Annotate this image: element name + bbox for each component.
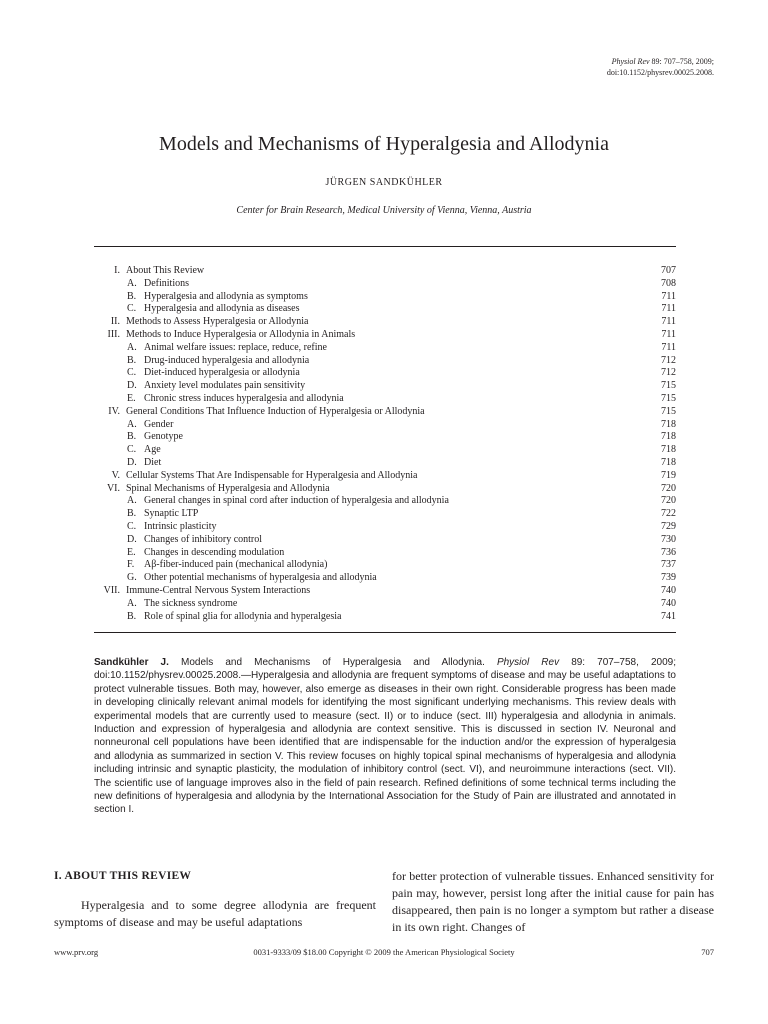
toc-page-number: 712 (661, 367, 676, 379)
toc-entry (94, 444, 676, 457)
toc-entry (94, 316, 676, 329)
toc-page-number: 718 (661, 418, 676, 430)
toc-page-number: 730 (661, 533, 676, 545)
toc-subsection-letter: B. (127, 431, 137, 443)
toc-subsection-letter: D. (127, 380, 137, 392)
abstract (94, 656, 676, 817)
toc-subsection-letter: A. (127, 341, 137, 353)
toc-entry-title: Diet (144, 456, 162, 468)
toc-entry-title: Immune-Central Nervous System Interactions (126, 584, 311, 596)
toc-entry (94, 406, 676, 419)
toc-entry-title: Definitions (144, 277, 189, 289)
toc-entry (94, 508, 676, 521)
toc-page-number: 737 (661, 559, 676, 571)
toc-page-number: 718 (661, 456, 676, 468)
toc-entry-title: Animal welfare issues: replace, reduce, refine (144, 341, 327, 353)
toc-entry (94, 470, 676, 483)
toc-entry-title: Diet-induced hyperalgesia or allodynia (144, 367, 300, 379)
toc-entry-title: Changes of inhibitory control (144, 533, 263, 545)
toc-page-number: 711 (661, 328, 676, 340)
toc-page-number: 736 (661, 546, 676, 558)
toc-subsection-letter: B. (127, 354, 137, 366)
body-column-left (54, 868, 376, 931)
toc-entry (94, 355, 676, 368)
toc-entry-title: Gender (144, 418, 174, 430)
toc-page-number: 719 (661, 469, 676, 481)
toc-entry (94, 265, 676, 278)
toc-page-number: 729 (661, 520, 676, 532)
toc-section-number: III. (107, 328, 120, 340)
toc-entry (94, 303, 676, 316)
toc-entry (94, 611, 676, 624)
toc-page-number: 715 (661, 405, 676, 417)
toc-entry (94, 559, 676, 572)
toc-subsection-letter: D. (127, 533, 137, 545)
citation-header (607, 56, 714, 78)
journal-name: Physiol Rev (611, 57, 650, 66)
body-paragraph-continued: for better protection of vulnerable tissues. Enhanced sensitivity for pain may, however, persist long after the initial cause for pain has disappeared, then pain is no longer a symptom but rather a disease in its own right. Changes of (392, 869, 714, 934)
toc-page-number: 711 (661, 290, 676, 302)
toc-entry-title: Drug-induced hyperalgesia and allodynia (144, 354, 310, 366)
toc-subsection-letter: C. (127, 367, 137, 379)
footer-website: www.prv.org (54, 947, 99, 957)
toc-page-number: 707 (661, 265, 676, 276)
toc-page-number: 720 (661, 495, 676, 507)
toc-subsection-letter: C. (127, 520, 137, 532)
toc-page-number: 739 (661, 572, 676, 584)
toc-bottom-rule (94, 632, 676, 633)
toc-entry (94, 495, 676, 508)
toc-entry-title: About This Review (126, 265, 205, 276)
toc-page-number: 711 (661, 316, 676, 328)
abstract-journal: Physiol Rev (496, 657, 560, 668)
toc-section-number: I. (114, 265, 120, 276)
toc-page-number: 712 (661, 354, 676, 366)
toc-entry-title: Chronic stress induces hyperalgesia and allodynia (144, 392, 344, 404)
affiliation: Center for Brain Research, Medical University of Vienna, Vienna, Austria (236, 205, 532, 216)
toc-entry-title: Synaptic LTP (144, 508, 199, 520)
toc-entry (94, 457, 676, 470)
author-name: JÜRGEN SANDKÜHLER (325, 177, 443, 188)
toc-entry (94, 367, 676, 380)
abstract-author: Sandkühler J. (94, 657, 169, 668)
toc-page-number: 711 (661, 303, 676, 315)
toc-section-number: VII. (103, 584, 120, 596)
toc-entry (94, 534, 676, 547)
toc-entry (94, 380, 676, 393)
toc-section-number: IV. (108, 405, 120, 417)
toc-subsection-letter: B. (127, 610, 137, 622)
toc-entry (94, 431, 676, 444)
toc-page-number: 722 (661, 508, 676, 520)
abstract-citation: 89: 707–758, 2009; doi:10.1152/physrev.00025.2008. (94, 657, 677, 682)
table-of-contents (94, 265, 676, 623)
toc-entry-title: Hyperalgesia and allodynia as symptoms (144, 290, 308, 302)
toc-subsection-letter: A. (127, 277, 137, 289)
toc-entry (94, 291, 676, 304)
toc-entry (94, 572, 676, 585)
toc-entry-title: Spinal Mechanisms of Hyperalgesia and Allodynia (126, 482, 330, 494)
toc-section-number: VI. (106, 482, 120, 494)
toc-entry-title: Anxiety level modulates pain sensitivity (144, 380, 306, 392)
toc-entry-title: Changes in descending modulation (144, 546, 285, 558)
toc-entry-title: Role of spinal glia for allodynia and hyperalgesia (144, 610, 342, 622)
toc-entry (94, 598, 676, 611)
toc-subsection-letter: A. (127, 495, 137, 507)
toc-entry-title: Other potential mechanisms of hyperalgesia and allodynia (144, 572, 377, 584)
toc-entry (94, 419, 676, 432)
toc-subsection-letter: E. (127, 546, 136, 558)
toc-entry (94, 329, 676, 342)
toc-subsection-letter: F. (127, 559, 135, 571)
toc-subsection-letter: E. (127, 392, 136, 404)
toc-page-number: 715 (661, 392, 676, 404)
toc-entry (94, 585, 676, 598)
toc-entry-title: General changes in spinal cord after induction of hyperalgesia and allodynia (144, 495, 449, 507)
toc-top-rule (94, 246, 676, 247)
toc-subsection-letter: B. (127, 290, 137, 302)
toc-page-number: 720 (661, 482, 676, 494)
toc-subsection-letter: D. (127, 456, 137, 468)
toc-subsection-letter: G. (127, 572, 137, 584)
abstract-body: —Hyperalgesia and allodynia are frequent symptoms of disease and may be useful adaptations to protect vulnerable tissues. Both may, however, also emerge as diseases in their own right. Considerable progress has been made in developing clinically relevant animal models for identifying the most significant underlying mechanisms. This review deals with experimental models that are currently used to measure (sect. II) or to induce (sect. III) hyperalgesia and allodynia in animals. Induction and expression of hyperalgesia and allodynia are context sensitive. This is discussed in section IV. Neuronal and nonneuronal cell populations have been identified that are indispensable for the induction and/or the expression of hyperalgesia and allodynia as summarized in section V. This review focuses on highly topical spinal mechanisms of hyperalgesia and allodynia including intrinsic and synaptic plasticity, the modulation of inhibitory control (sect. VI), and neuroimmune interactions (sect. VII). The scientific use of language improves also in the field of pain research. Refined definitions of some technical terms including the new definitions of hyperalgesia and allodynia by the International Association for the Study of Pain are illustrated and annotated in section I. (94, 670, 676, 816)
toc-section-number: V. (111, 469, 120, 481)
section-heading: I. ABOUT THIS REVIEW (54, 870, 192, 882)
toc-page-number: 741 (661, 610, 676, 622)
footer-page-number: 707 (701, 947, 714, 957)
doi: doi:10.1152/physrev.00025.2008. (606, 68, 714, 77)
toc-subsection-letter: C. (127, 303, 137, 315)
toc-page-number: 708 (661, 277, 676, 289)
toc-subsection-letter: A. (127, 597, 137, 609)
toc-entry (94, 547, 676, 560)
footer-copyright: 0031-9333/09 $18.00 Copyright © 2009 the American Physiological Society (253, 947, 515, 957)
toc-section-number: II. (110, 316, 120, 328)
toc-page-number: 718 (661, 444, 676, 456)
toc-entry-title: Genotype (144, 431, 183, 443)
toc-entry (94, 521, 676, 534)
toc-entry (94, 342, 676, 355)
toc-entry-title: Hyperalgesia and allodynia as diseases (144, 303, 300, 315)
toc-entry (94, 483, 676, 496)
toc-page-number: 711 (661, 341, 676, 353)
toc-page-number: 740 (661, 584, 676, 596)
toc-entry-title: Cellular Systems That Are Indispensable for Hyperalgesia and Allodynia (126, 469, 418, 481)
toc-entry-title: General Conditions That Influence Induction of Hyperalgesia or Allodynia (126, 405, 425, 417)
toc-entry (94, 278, 676, 291)
toc-entry-title: Aβ-fiber-induced pain (mechanical allodynia) (144, 559, 328, 571)
body-paragraph: Hyperalgesia and to some degree allodynia are frequent symptoms of disease and may be useful adaptations (54, 898, 376, 929)
toc-page-number: 715 (661, 380, 676, 392)
citation-volume: 89: 707–758, 2009; (651, 57, 714, 66)
toc-subsection-letter: C. (127, 444, 137, 456)
toc-page-number: 718 (661, 431, 676, 443)
abstract-title: Models and Mechanisms of Hyperalgesia and Allodynia. (181, 657, 485, 668)
toc-subsection-letter: B. (127, 508, 137, 520)
article-title: Models and Mechanisms of Hyperalgesia and Allodynia (159, 133, 609, 155)
toc-entry-title: Intrinsic plasticity (144, 520, 217, 532)
toc-entry-title: Methods to Assess Hyperalgesia or Allodynia (126, 316, 309, 328)
body-column-right (392, 868, 714, 936)
toc-page-number: 740 (661, 597, 676, 609)
toc-entry (94, 393, 676, 406)
toc-entry-title: Methods to Induce Hyperalgesia or Allodynia in Animals (126, 328, 356, 340)
toc-subsection-letter: A. (127, 418, 137, 430)
toc-entry-title: The sickness syndrome (144, 597, 238, 609)
toc-entry-title: Age (144, 444, 161, 456)
